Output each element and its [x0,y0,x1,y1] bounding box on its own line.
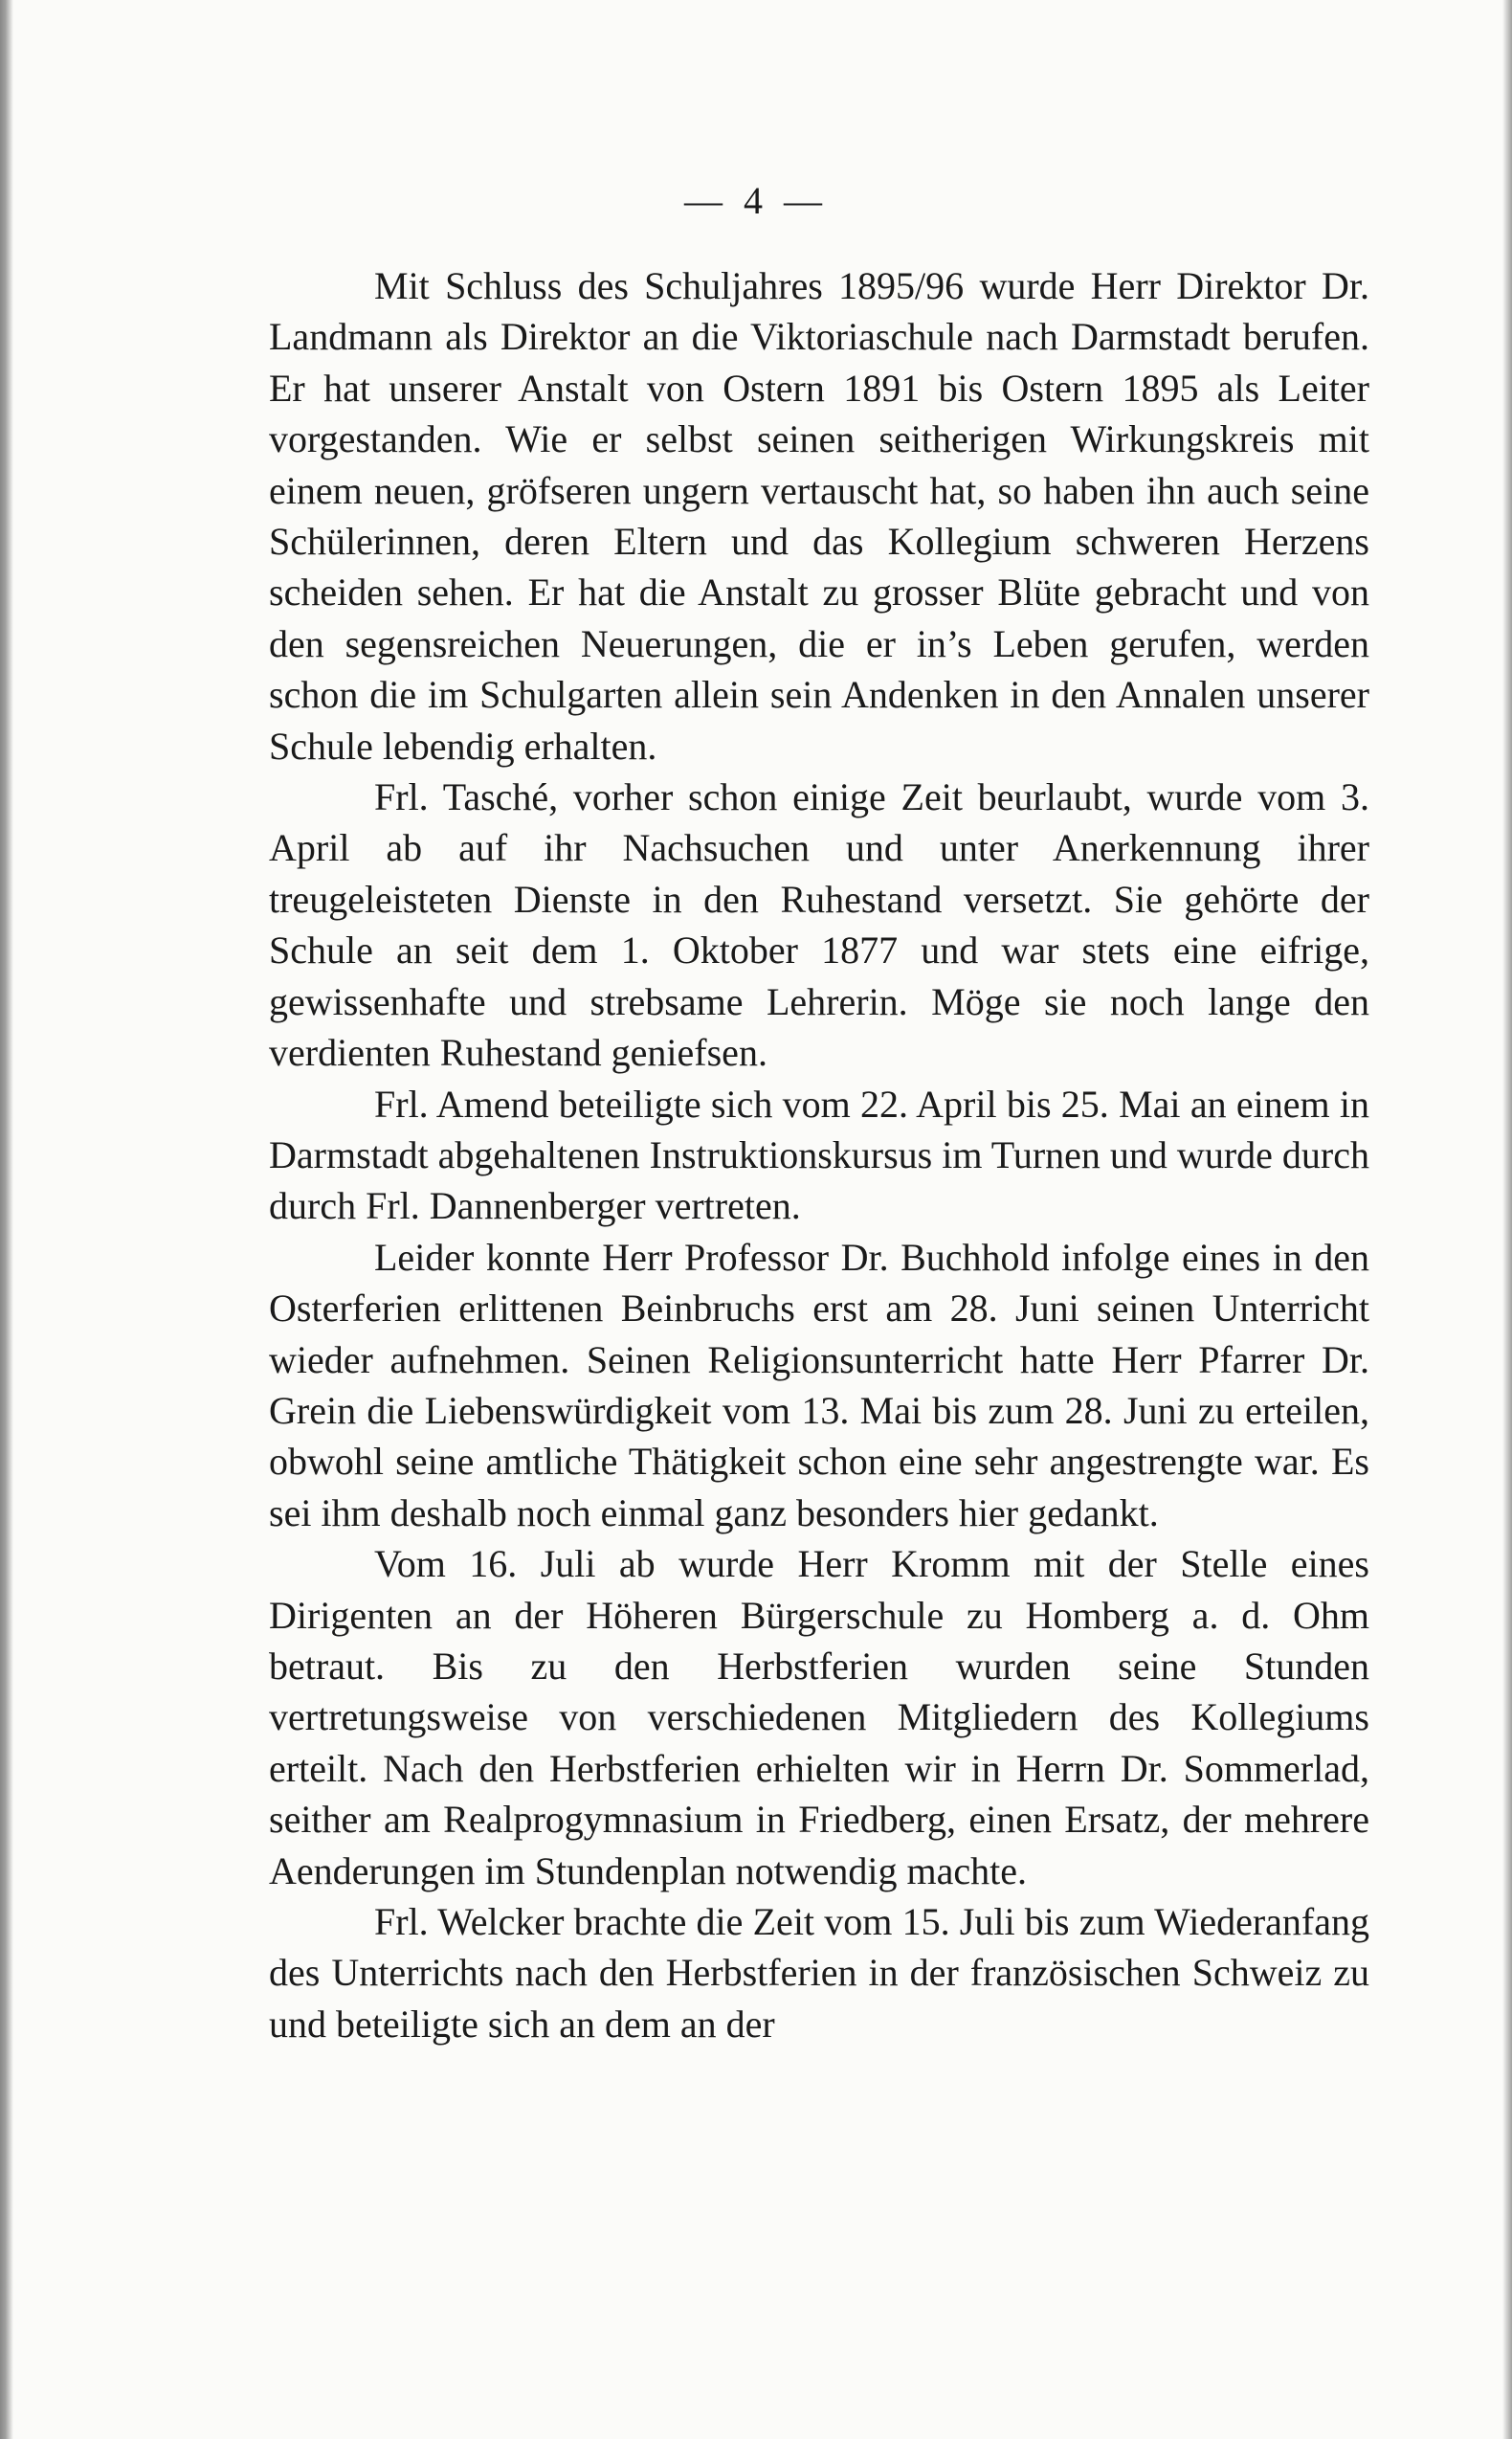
paragraph-kromm: Vom 16. Juli ab wurde Herr Kromm mit der Stelle eines Dirigenten an der Höheren Bürgerschule zu Homberg a. d. Ohm betraut. Bis zu den Herbstferien wurden seine Stunden vertretungsweise von verschiedenen Mitgliedern des Kollegiums erteilt. Nach den Herbstferien erhielten wir in Herrn Dr. Sommerlad, seither am Realprogymnasium in Friedberg, einen Ersatz, der mehrere Aenderungen im Stundenplan notwendig machte. [269,1542,1369,1892]
body-text [269,260,1369,2049]
paragraph-buchhold: Leider konnte Herr Professor Dr. Buchhold infolge eines in den Osterferien erlittenen Beinbruchs erst am 28. Juni seinen Unterricht wieder aufnehmen. Seinen Religionsunterricht hatte Herr Pfarrer Dr. Grein die Liebenswürdigkeit vom 13. Mai bis zum 28. Juni zu erteilen, obwohl seine amtliche Thätigkeit schon eine sehr angestrengte war. Es sei ihm deshalb noch einmal ganz besonders hier gedankt. [269,1235,1369,1534]
paragraph-landmann: Mit Schluss des Schuljahres 1895/96 wurde Herr Direktor Dr. Landmann als Direktor an die Viktoriaschule nach Darmstadt berufen. Er hat unserer Anstalt von Ostern 1891 bis Ostern 1895 als Leiter vorgestanden. Wie er selbst seinen seitherigen Wirkungskreis mit einem neuen, gröfseren ungern vertauscht hat, so haben ihn auch seine Schülerinnen, deren Eltern und das Kollegium schweren Herzens scheiden sehen. Er hat die Anstalt zu grosser Blüte gebracht und von den segensreichen Neuerungen, die er in’s Leben gerufen, werden schon die im Schulgarten allein sein Andenken in den Annalen unserer Schule lebendig erhalten. [269,264,1369,768]
page-number: — 4 — [684,179,828,222]
page-left-edge [0,0,13,2439]
paragraph-welcker: Frl. Welcker brachte die Zeit vom 15. Juli bis zum Wiederanfang des Unterrichts nach den Herbstferien in der französischen Schweiz zu und beteiligte sich an dem an der [269,1900,1369,2046]
page-right-edge [1502,0,1512,2439]
paragraph-tasche: Frl. Tasché, vorher schon einige Zeit beurlaubt, wurde vom 3. April ab auf ihr Nachsuchen und unter Anerkennung ihrer treugeleisteten Dienste in den Ruhestand versetzt. Sie gehörte der Schule an seit dem 1. Oktober 1877 und war stets eine eifrige, gewissenhafte und strebsame Lehrerin. Möge sie noch lange den verdienten Ruhestand geniefsen. [269,775,1369,1075]
paragraph-amend: Frl. Amend beteiligte sich vom 22. April bis 25. Mai an einem in Darmstadt abgehaltenen Instruktionskursus im Turnen und wurde durch durch Frl. Dannenberger vertreten. [269,1082,1369,1228]
